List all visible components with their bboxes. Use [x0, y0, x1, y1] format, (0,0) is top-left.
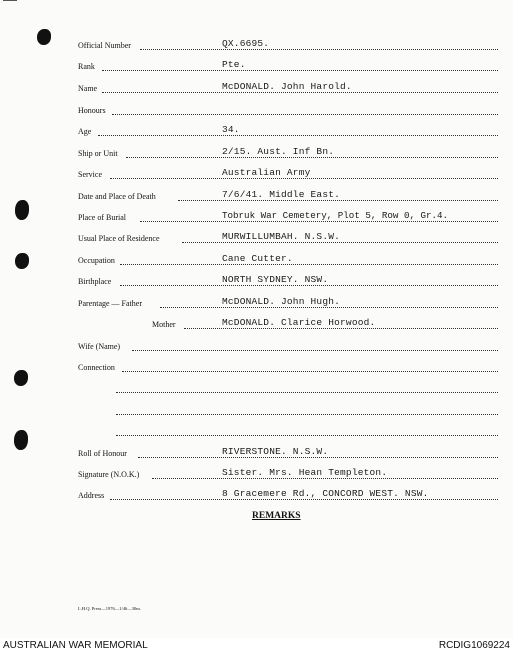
- field-label: Mother: [152, 320, 176, 329]
- field-value: NORTH SYDNEY. NSW.: [222, 274, 329, 285]
- field-value: Cane Cutter.: [222, 253, 293, 264]
- punch-hole-1: [37, 29, 51, 45]
- field-value: RIVERSTONE. N.S.W.: [222, 446, 329, 457]
- field-label: Place of Burial: [78, 213, 126, 222]
- field-label: Age: [78, 127, 92, 136]
- field-label: Official Number: [78, 41, 131, 50]
- punch-hole-4: [14, 370, 28, 386]
- field-value: McDONALD. John Harold.: [222, 81, 352, 92]
- archive-footer: [0, 638, 513, 654]
- printer-footnote: L.H.Q. Press—1976—1/46—30m.: [78, 606, 141, 611]
- field-value: Tobruk War Cemetery, Plot 5, Row 0, Gr.4.: [222, 210, 449, 221]
- field-label: Signature (N.O.K.): [78, 470, 140, 479]
- punch-hole-2: [15, 200, 29, 220]
- field-value: Australian Army: [222, 167, 311, 178]
- field-label: Rank: [78, 62, 95, 71]
- field-label: Parentage — Father: [78, 299, 142, 308]
- record-id: RCDIG1069224: [438, 640, 510, 651]
- field-label: Date and Place of Death: [78, 192, 156, 201]
- field-label: Ship or Unit: [78, 149, 118, 158]
- field-value: McDONALD. John Hugh.: [222, 296, 341, 307]
- field-label: Service: [78, 170, 102, 179]
- field-value: 2/15. Aust. Inf Bn.: [222, 146, 335, 157]
- corner-mark: [3, 0, 17, 7]
- field-label: Connection: [78, 363, 115, 372]
- field-value: Pte.: [222, 59, 246, 70]
- field-value: 34.: [222, 124, 240, 135]
- field-value: 8 Gracemere Rd., CONCORD WEST. NSW.: [222, 488, 429, 499]
- punch-hole-3: [15, 253, 29, 269]
- remarks-heading: REMARKS: [252, 511, 301, 521]
- field-value: QX.6695.: [222, 38, 270, 49]
- field-label: Address: [78, 491, 105, 500]
- field-label: Honours: [78, 106, 106, 115]
- punch-hole-5: [14, 430, 28, 450]
- field-label: Roll of Honour: [78, 449, 127, 458]
- field-value: McDONALD. Clarice Horwood.: [222, 317, 376, 328]
- field-label: Occupation: [78, 256, 115, 265]
- field-value: Sister. Mrs. Hean Templeton.: [222, 467, 388, 478]
- field-label: Usual Place of Residence: [78, 234, 160, 243]
- field-value: MURWILLUMBAH. N.S.W.: [222, 231, 341, 242]
- field-label: Birthplace: [78, 277, 112, 286]
- field-label: Wife (Name): [78, 342, 121, 351]
- field-label: Name: [78, 84, 98, 93]
- archive-name: AUSTRALIAN WAR MEMORIAL: [3, 640, 148, 651]
- field-value: 7/6/41. Middle East.: [222, 189, 341, 200]
